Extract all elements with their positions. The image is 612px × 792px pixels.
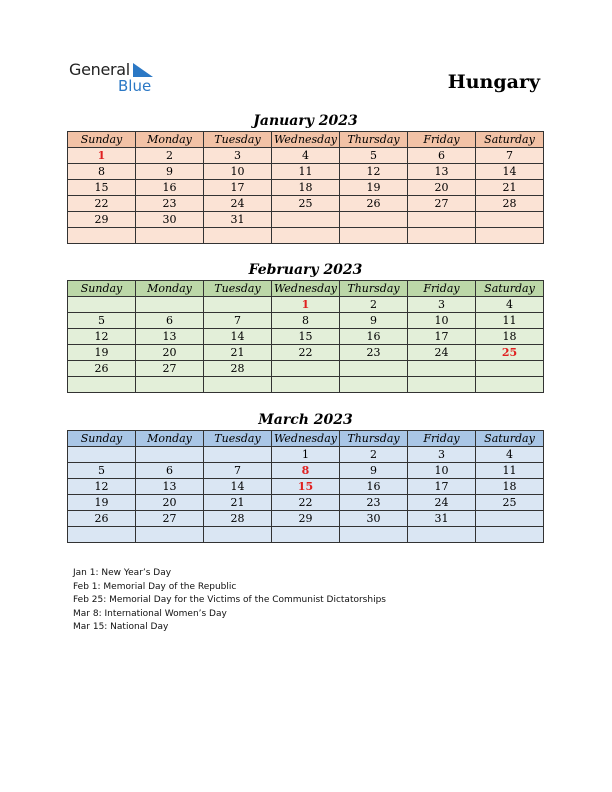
- day-cell: [272, 377, 340, 393]
- calendar-table: [67, 131, 544, 244]
- day-cell: 4: [476, 297, 544, 313]
- day-cell: [68, 447, 136, 463]
- day-cell: [272, 228, 340, 244]
- logo-triangle-icon: [133, 63, 153, 77]
- day-cell: 2: [136, 148, 204, 164]
- day-cell: 9: [340, 313, 408, 329]
- holiday-notes: [73, 567, 386, 635]
- day-cell: [204, 527, 272, 543]
- day-cell: 13: [136, 479, 204, 495]
- weekday-header: Saturday: [476, 281, 544, 297]
- weekday-header-row: [68, 431, 544, 447]
- day-cell: 4: [476, 447, 544, 463]
- day-cell: [272, 212, 340, 228]
- day-cell: 2: [340, 297, 408, 313]
- day-cell: [136, 297, 204, 313]
- holiday-note: Jan 1: New Year’s Day: [73, 568, 172, 578]
- holiday-note: Mar 15: National Day: [73, 622, 169, 632]
- day-cell: 4: [272, 148, 340, 164]
- day-cell: 7: [204, 463, 272, 479]
- week-row: [68, 377, 544, 393]
- week-row: [68, 447, 544, 463]
- day-cell: 20: [136, 495, 204, 511]
- day-cell: 23: [136, 196, 204, 212]
- week-row: [68, 297, 544, 313]
- day-cell: [68, 297, 136, 313]
- weekday-header: Tuesday: [204, 431, 272, 447]
- month-february: [67, 260, 544, 393]
- day-cell: 24: [408, 495, 476, 511]
- week-row: [68, 527, 544, 543]
- day-cell: [136, 527, 204, 543]
- day-cell: [476, 527, 544, 543]
- day-cell: [340, 212, 408, 228]
- day-cell: 20: [136, 345, 204, 361]
- day-cell: [476, 377, 544, 393]
- day-cell: 8: [272, 463, 340, 479]
- day-cell: 13: [136, 329, 204, 345]
- day-cell: 19: [68, 345, 136, 361]
- day-cell: 11: [272, 164, 340, 180]
- day-cell: 21: [204, 345, 272, 361]
- weekday-header: Thursday: [340, 431, 408, 447]
- holiday-note: Feb 1: Memorial Day of the Republic: [73, 581, 237, 592]
- weekday-header: Sunday: [68, 281, 136, 297]
- day-cell: 15: [272, 479, 340, 495]
- day-cell: [272, 527, 340, 543]
- day-cell: 28: [204, 511, 272, 527]
- day-cell: [68, 527, 136, 543]
- day-cell: 21: [204, 495, 272, 511]
- day-cell: 5: [68, 313, 136, 329]
- holiday-note: Mar 8: International Women’s Day: [73, 608, 227, 619]
- calendar-table: [67, 280, 544, 393]
- weekday-header-row: [68, 132, 544, 148]
- week-row: [68, 361, 544, 377]
- weekday-header: Wednesday: [272, 431, 340, 447]
- day-cell: 6: [136, 313, 204, 329]
- day-cell: 8: [68, 164, 136, 180]
- day-cell: 9: [136, 164, 204, 180]
- day-cell: 17: [408, 479, 476, 495]
- day-cell: 27: [136, 511, 204, 527]
- day-cell: 21: [476, 180, 544, 196]
- day-cell: [340, 361, 408, 377]
- day-cell: 7: [476, 148, 544, 164]
- logo-word-general: General: [69, 60, 130, 79]
- day-cell: 18: [272, 180, 340, 196]
- month-january: [67, 111, 544, 244]
- day-cell: 26: [68, 361, 136, 377]
- day-cell: 9: [340, 463, 408, 479]
- day-cell: [476, 511, 544, 527]
- day-cell: [340, 228, 408, 244]
- day-cell: 7: [204, 313, 272, 329]
- day-cell: 1: [272, 297, 340, 313]
- holiday-note: Feb 25: Memorial Day for the Victims of the Communist Dictatorships: [73, 595, 386, 605]
- weekday-header: Sunday: [68, 431, 136, 447]
- day-cell: 16: [136, 180, 204, 196]
- day-cell: [68, 377, 136, 393]
- day-cell: 14: [204, 329, 272, 345]
- day-cell: [408, 212, 476, 228]
- day-cell: 25: [476, 495, 544, 511]
- day-cell: 31: [408, 511, 476, 527]
- day-cell: 15: [68, 180, 136, 196]
- weekday-header: Friday: [408, 431, 476, 447]
- weekday-header: Saturday: [476, 431, 544, 447]
- day-cell: 17: [408, 329, 476, 345]
- day-cell: 1: [272, 447, 340, 463]
- day-cell: 12: [340, 164, 408, 180]
- day-cell: 11: [476, 463, 544, 479]
- weekday-header: Thursday: [340, 281, 408, 297]
- week-row: [68, 479, 544, 495]
- week-row: [68, 495, 544, 511]
- day-cell: 3: [408, 297, 476, 313]
- weekday-header-row: [68, 281, 544, 297]
- day-cell: [204, 297, 272, 313]
- week-row: [68, 164, 544, 180]
- day-cell: [408, 361, 476, 377]
- day-cell: 18: [476, 329, 544, 345]
- day-cell: [136, 228, 204, 244]
- weekday-header: Wednesday: [272, 281, 340, 297]
- day-cell: [136, 447, 204, 463]
- day-cell: 5: [68, 463, 136, 479]
- day-cell: 27: [408, 196, 476, 212]
- weekday-header: Friday: [408, 132, 476, 148]
- weekday-header: Tuesday: [204, 132, 272, 148]
- day-cell: 24: [204, 196, 272, 212]
- day-cell: [408, 228, 476, 244]
- day-cell: 12: [68, 479, 136, 495]
- day-cell: 29: [68, 212, 136, 228]
- calendar-table: [67, 430, 544, 543]
- month-title: January 2023: [253, 113, 358, 129]
- day-cell: 6: [408, 148, 476, 164]
- day-cell: 30: [340, 511, 408, 527]
- day-cell: 28: [204, 361, 272, 377]
- weekday-header: Friday: [408, 281, 476, 297]
- month-title: March 2023: [258, 412, 353, 428]
- day-cell: 24: [408, 345, 476, 361]
- day-cell: 19: [68, 495, 136, 511]
- logo-word-blue: Blue: [118, 77, 152, 95]
- day-cell: 25: [476, 345, 544, 361]
- day-cell: 18: [476, 479, 544, 495]
- day-cell: 13: [408, 164, 476, 180]
- day-cell: 29: [272, 511, 340, 527]
- week-row: [68, 228, 544, 244]
- day-cell: [340, 377, 408, 393]
- country-title: Hungary: [447, 71, 540, 93]
- weekday-header: Monday: [136, 132, 204, 148]
- day-cell: 6: [136, 463, 204, 479]
- day-cell: [272, 361, 340, 377]
- day-cell: 17: [204, 180, 272, 196]
- day-cell: [68, 228, 136, 244]
- weekday-header: Thursday: [340, 132, 408, 148]
- day-cell: 22: [68, 196, 136, 212]
- day-cell: 27: [136, 361, 204, 377]
- weekday-header: Sunday: [68, 132, 136, 148]
- day-cell: 3: [204, 148, 272, 164]
- day-cell: [476, 361, 544, 377]
- day-cell: 14: [476, 164, 544, 180]
- day-cell: 10: [408, 313, 476, 329]
- day-cell: 31: [204, 212, 272, 228]
- day-cell: 14: [204, 479, 272, 495]
- day-cell: 19: [340, 180, 408, 196]
- day-cell: 30: [136, 212, 204, 228]
- day-cell: 5: [340, 148, 408, 164]
- day-cell: 28: [476, 196, 544, 212]
- day-cell: [136, 377, 204, 393]
- day-cell: [204, 228, 272, 244]
- day-cell: 10: [408, 463, 476, 479]
- week-row: [68, 212, 544, 228]
- week-row: [68, 313, 544, 329]
- day-cell: 22: [272, 345, 340, 361]
- week-row: [68, 196, 544, 212]
- day-cell: [476, 228, 544, 244]
- weekday-header: Saturday: [476, 132, 544, 148]
- month-title: February 2023: [248, 262, 363, 278]
- day-cell: 23: [340, 495, 408, 511]
- day-cell: 16: [340, 479, 408, 495]
- day-cell: 26: [340, 196, 408, 212]
- day-cell: 23: [340, 345, 408, 361]
- day-cell: 12: [68, 329, 136, 345]
- week-row: [68, 511, 544, 527]
- weekday-header: Monday: [136, 431, 204, 447]
- day-cell: 11: [476, 313, 544, 329]
- day-cell: 15: [272, 329, 340, 345]
- month-march: [67, 410, 544, 543]
- day-cell: 22: [272, 495, 340, 511]
- week-row: [68, 329, 544, 345]
- weekday-header: Wednesday: [272, 132, 340, 148]
- week-row: [68, 345, 544, 361]
- day-cell: 10: [204, 164, 272, 180]
- week-row: [68, 148, 544, 164]
- day-cell: [204, 377, 272, 393]
- day-cell: 25: [272, 196, 340, 212]
- day-cell: 20: [408, 180, 476, 196]
- day-cell: 8: [272, 313, 340, 329]
- weekday-header: Tuesday: [204, 281, 272, 297]
- day-cell: 3: [408, 447, 476, 463]
- day-cell: [408, 527, 476, 543]
- week-row: [68, 463, 544, 479]
- day-cell: [340, 527, 408, 543]
- weekday-header: Monday: [136, 281, 204, 297]
- day-cell: [408, 377, 476, 393]
- day-cell: [476, 212, 544, 228]
- day-cell: 2: [340, 447, 408, 463]
- day-cell: 16: [340, 329, 408, 345]
- logo: [69, 60, 169, 96]
- day-cell: [204, 447, 272, 463]
- day-cell: 1: [68, 148, 136, 164]
- day-cell: 26: [68, 511, 136, 527]
- week-row: [68, 180, 544, 196]
